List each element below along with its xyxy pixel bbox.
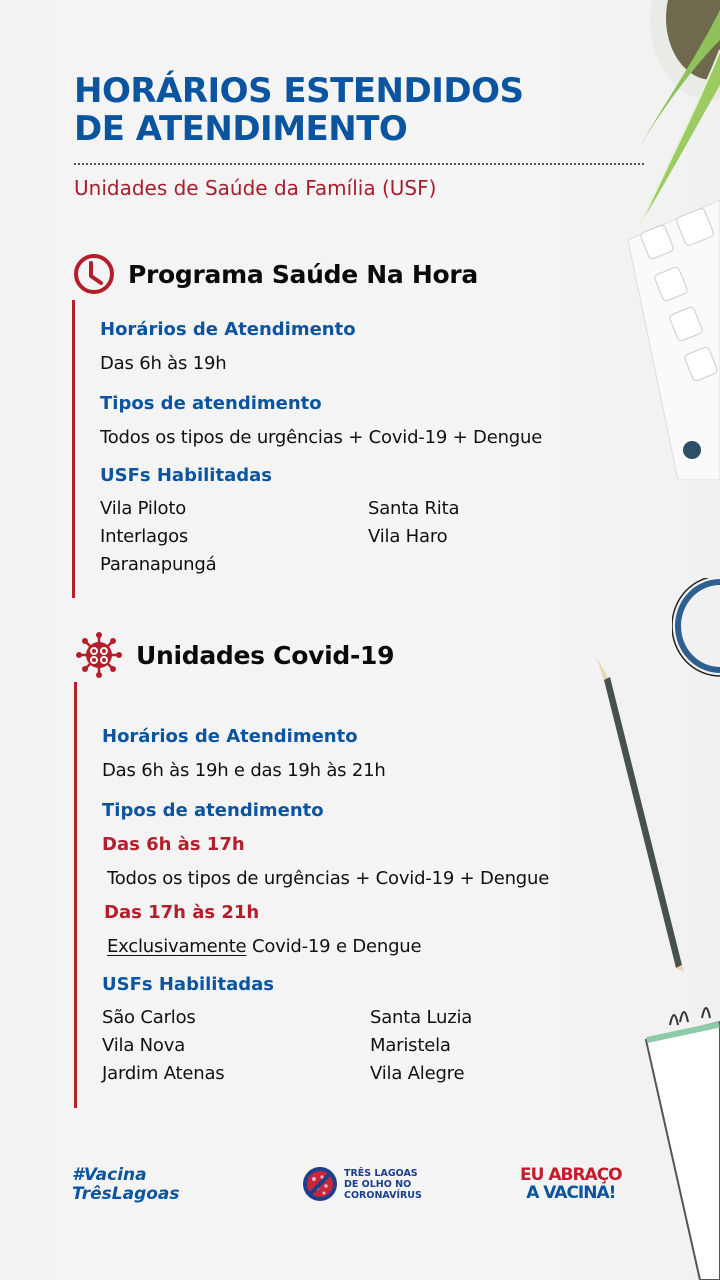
campaign-logo: [302, 1166, 422, 1202]
usf-item: Interlagos: [100, 526, 189, 547]
hours-label: Horários de Atendimento: [100, 319, 356, 340]
section-title: Programa Saúde Na Hora: [128, 259, 478, 289]
clock-icon: [72, 252, 116, 296]
section-covid-body: [102, 720, 570, 1088]
title-divider: [74, 163, 644, 165]
usf-item: Vila Alegre: [370, 1063, 465, 1084]
usfs-column-2: [368, 495, 568, 579]
campaign-text: [344, 1168, 422, 1201]
types-label: Tipos de atendimento: [100, 393, 322, 414]
usf-item: Vila Nova: [102, 1035, 186, 1056]
period1-label: Das 6h às 17h: [102, 834, 245, 855]
page-title: [74, 72, 523, 148]
campaign-line-1: TRÊS LAGOAS: [344, 1167, 418, 1179]
hours-value: Das 6h às 19h e das 19h às 21h: [102, 760, 386, 781]
usfs-label: USFs Habilitadas: [102, 974, 274, 995]
period1-value: Todos os tipos de urgências + Covid-19 + Dengue: [107, 868, 550, 889]
keyboard-decoration: [618, 180, 720, 480]
usfs-column-2: [370, 1004, 570, 1088]
campaign-line-2: DE OLHO NO: [344, 1178, 412, 1190]
usf-item: Maristela: [370, 1035, 451, 1056]
notebook-decoration: [640, 1000, 720, 1280]
slogan-line-2: A VACINA!: [526, 1183, 616, 1203]
usf-item: Vila Haro: [368, 526, 448, 547]
types-value: Todos os tipos de urgências + Covid-19 + Dengue: [100, 427, 543, 448]
section-saude-na-hora-header: [72, 252, 478, 296]
virus-icon: [74, 630, 124, 680]
section-covid-header: [74, 630, 394, 680]
hashtag-vacina-tres-lagoas: [72, 1166, 180, 1204]
types-label: Tipos de atendimento: [102, 800, 324, 821]
title-line-1: HORÁRIOS ESTENDIDOS: [74, 71, 524, 111]
tape-roll-decoration: [672, 578, 720, 678]
hashtag-line-1: #Vacina: [72, 1165, 147, 1185]
slogan-eu-abraco-a-vacina: [520, 1166, 622, 1202]
section-saude-na-hora-body: [100, 313, 568, 579]
usf-item: Vila Piloto: [100, 498, 187, 519]
section-title: Unidades Covid-19: [136, 640, 395, 670]
period2-value-rest: Covid-19 e Dengue: [246, 936, 422, 957]
plant-pot-decoration: [600, 0, 720, 240]
usf-item: São Carlos: [102, 1007, 196, 1028]
slogan-line-1: EU ABRAÇO: [520, 1165, 622, 1185]
pencil-decoration: [590, 650, 690, 980]
page-subtitle: Unidades de Saúde da Família (USF): [74, 176, 437, 200]
exclusive-emphasis: Exclusivamente: [107, 936, 247, 957]
usfs-list: [100, 495, 568, 579]
usf-item: Santa Luzia: [370, 1007, 473, 1028]
usf-item: Paranapungá: [100, 554, 217, 575]
campaign-line-3: CORONAVÍRUS: [344, 1189, 422, 1201]
section-accent-bar: [72, 300, 75, 598]
usfs-column-1: [102, 1004, 370, 1088]
hours-label: Horários de Atendimento: [102, 726, 358, 747]
usf-item: Santa Rita: [368, 498, 460, 519]
no-coronavirus-icon: [302, 1166, 338, 1202]
usfs-column-1: [100, 495, 368, 579]
title-line-2: DE ATENDIMENTO: [74, 109, 408, 149]
usf-item: Jardim Atenas: [102, 1063, 225, 1084]
period2-value: [102, 930, 570, 964]
hours-value: Das 6h às 19h: [100, 353, 227, 374]
usfs-list: [102, 1004, 570, 1088]
hashtag-line-2: TrêsLagoas: [72, 1184, 180, 1204]
usfs-label: USFs Habilitadas: [100, 465, 272, 486]
period2-label: Das 17h às 21h: [104, 902, 260, 923]
section-accent-bar: [74, 682, 77, 1108]
